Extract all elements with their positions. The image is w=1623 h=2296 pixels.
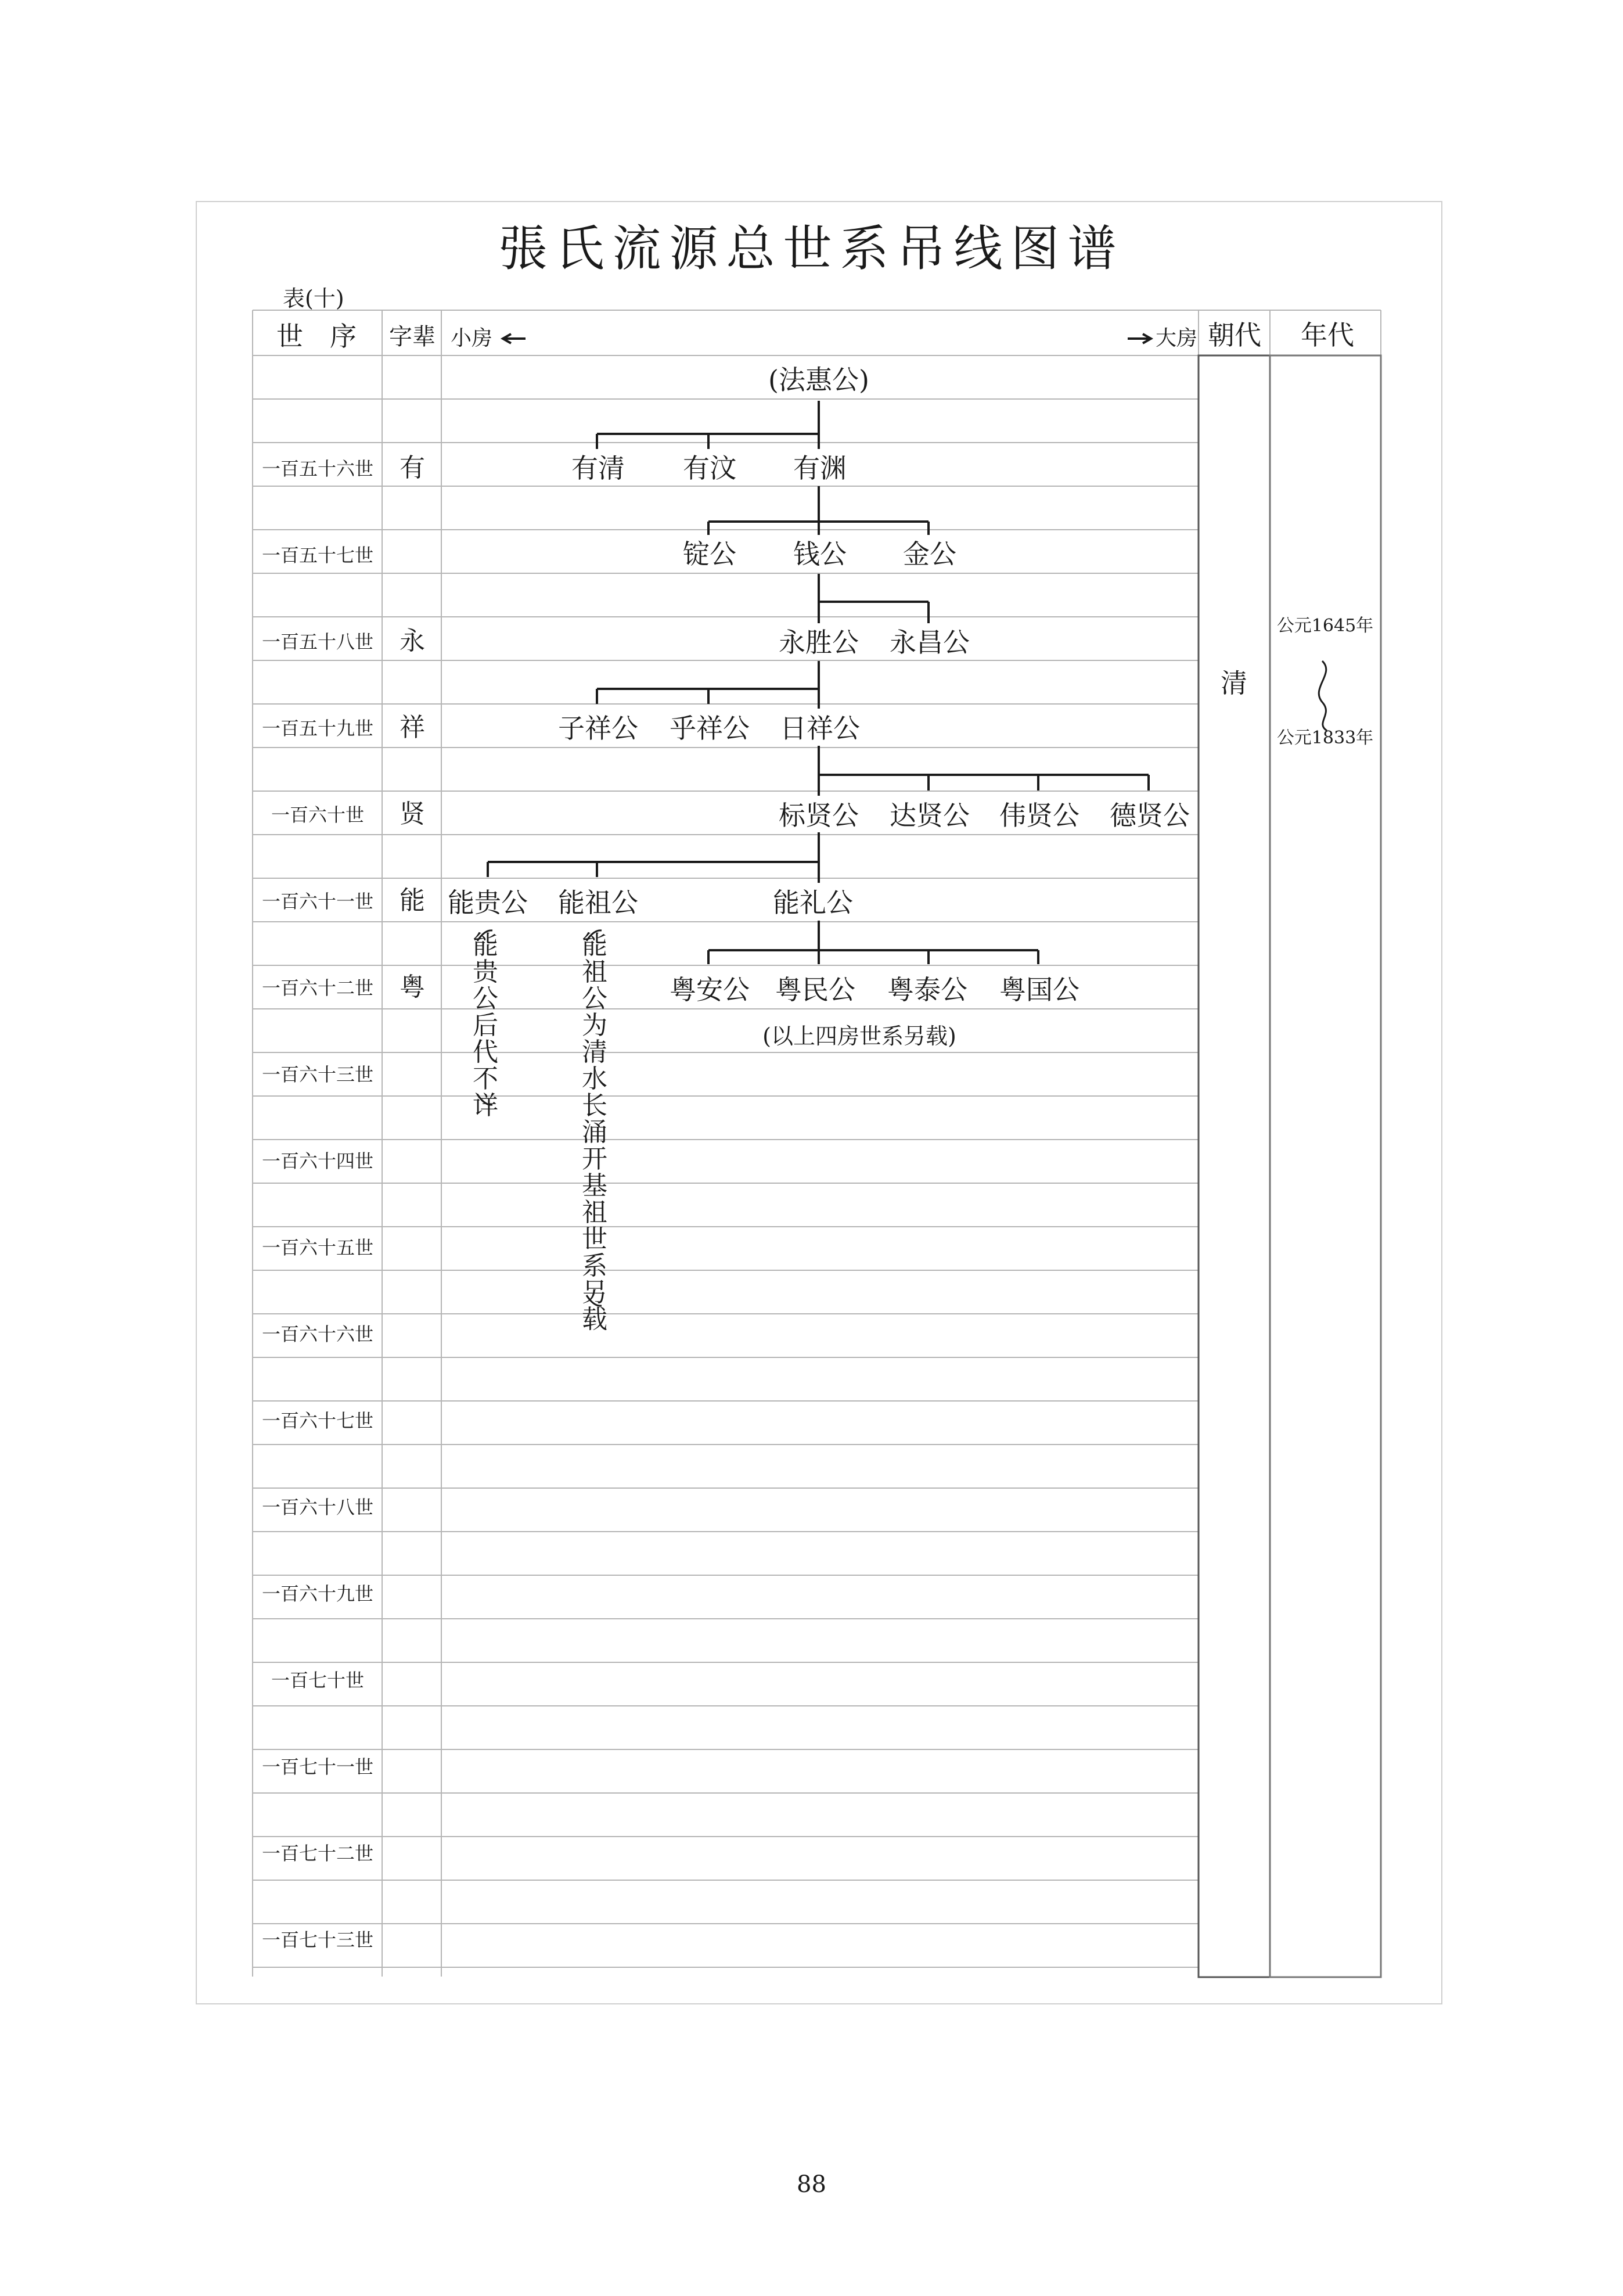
arrow-left-icon	[503, 334, 526, 343]
tree-connectors	[488, 401, 1149, 964]
person-yuemin: 粤民公	[775, 974, 855, 1005]
person-yuetai: 粤泰公	[887, 974, 967, 1005]
generation-label: 一百六十五世	[261, 1237, 374, 1259]
header-big-branch: 大房	[1155, 326, 1197, 350]
person-rixiang: 日祥公	[780, 713, 860, 744]
person-biaoxian: 标贤公	[779, 800, 859, 831]
generation-label: 一百六十七世	[261, 1410, 374, 1432]
generation-label: 一百六十二世	[261, 977, 374, 999]
zibei-char: 能	[400, 886, 425, 915]
person-yueguo: 粤国公	[999, 974, 1079, 1005]
generation-label: 一百六十六世	[261, 1323, 374, 1345]
person-youqing: 有清	[571, 452, 625, 484]
nenggui-vertical-note: 能贵公后代不详	[473, 930, 498, 1120]
zibei-char: 永	[400, 626, 425, 656]
person-nengzu: 能祖公	[558, 887, 638, 918]
generation-label: 一百六十一世	[261, 890, 374, 912]
person-nengli: 能礼公	[773, 887, 853, 918]
four-branches-note: (以上四房世系另载)	[762, 1023, 956, 1049]
nengzu-vertical-note: 能祖公为清水长涌开基祖世系另载	[582, 930, 607, 1334]
generation-label: 一百五十九世	[261, 717, 374, 739]
header-generation: 世 序	[276, 321, 357, 352]
person-yuean: 粤安公	[670, 974, 750, 1005]
generation-label: 一百六十三世	[261, 1063, 374, 1086]
person-youwen: 有汶	[683, 452, 736, 484]
generation-label: 一百六十四世	[261, 1150, 374, 1172]
generation-label: 一百七十二世	[261, 1842, 374, 1864]
person-youyuan: 有渊	[793, 452, 847, 484]
header-small-branch: 小房	[451, 326, 493, 350]
dynasty-column	[1199, 355, 1270, 1977]
zibei-char: 贤	[400, 799, 425, 829]
header-era: 年代	[1301, 319, 1354, 351]
row-gridlines	[253, 355, 1199, 1967]
generation-label: 一百七十三世	[261, 1929, 374, 1951]
table-number: 表(十)	[283, 286, 344, 311]
era-start: 公元1645年	[1276, 616, 1374, 636]
person-dexian: 德贤公	[1110, 800, 1190, 831]
tilde-connector-icon	[1319, 661, 1327, 731]
person-qiangong: 钱公	[793, 538, 847, 570]
page-number: 88	[797, 2171, 826, 2198]
root-ancestor: (法惠公)	[768, 364, 869, 396]
arrow-right-icon	[1128, 334, 1151, 343]
generation-label: 一百七十世	[271, 1669, 365, 1691]
generation-label: 一百六十八世	[261, 1496, 374, 1518]
generation-label: 一百五十七世	[261, 544, 374, 566]
generation-labels	[262, 453, 426, 1951]
person-yongsheng: 永胜公	[779, 627, 859, 658]
era-end: 公元1833年	[1276, 728, 1374, 748]
generation-label: 一百五十八世	[261, 631, 374, 653]
era-column	[1270, 355, 1381, 1977]
generation-label: 一百七十一世	[261, 1756, 374, 1778]
dynasty-label: 清	[1221, 667, 1247, 699]
zibei-char: 粤	[400, 972, 425, 1002]
person-nenggui: 能贵公	[448, 887, 528, 918]
generation-label: 一百六十世	[271, 804, 365, 826]
person-weixian: 伟贤公	[999, 800, 1079, 831]
person-jingong: 金公	[903, 538, 956, 570]
person-yongchang: 永昌公	[890, 627, 970, 658]
zibei-char: 祥	[400, 713, 425, 742]
zibei-char: 有	[400, 453, 425, 483]
person-huxiang: 乎祥公	[670, 713, 750, 744]
person-dinggong: 锭公	[683, 538, 736, 570]
header-zibei: 字辈	[389, 324, 436, 350]
page-title: 張氏流源总世系吊线图谱	[498, 220, 1125, 277]
generation-label: 一百五十六世	[261, 458, 374, 480]
header-dynasty: 朝代	[1208, 319, 1261, 351]
person-daxian: 达贤公	[890, 800, 970, 831]
person-zixiang: 子祥公	[558, 713, 638, 744]
generation-label: 一百六十九世	[261, 1583, 374, 1605]
